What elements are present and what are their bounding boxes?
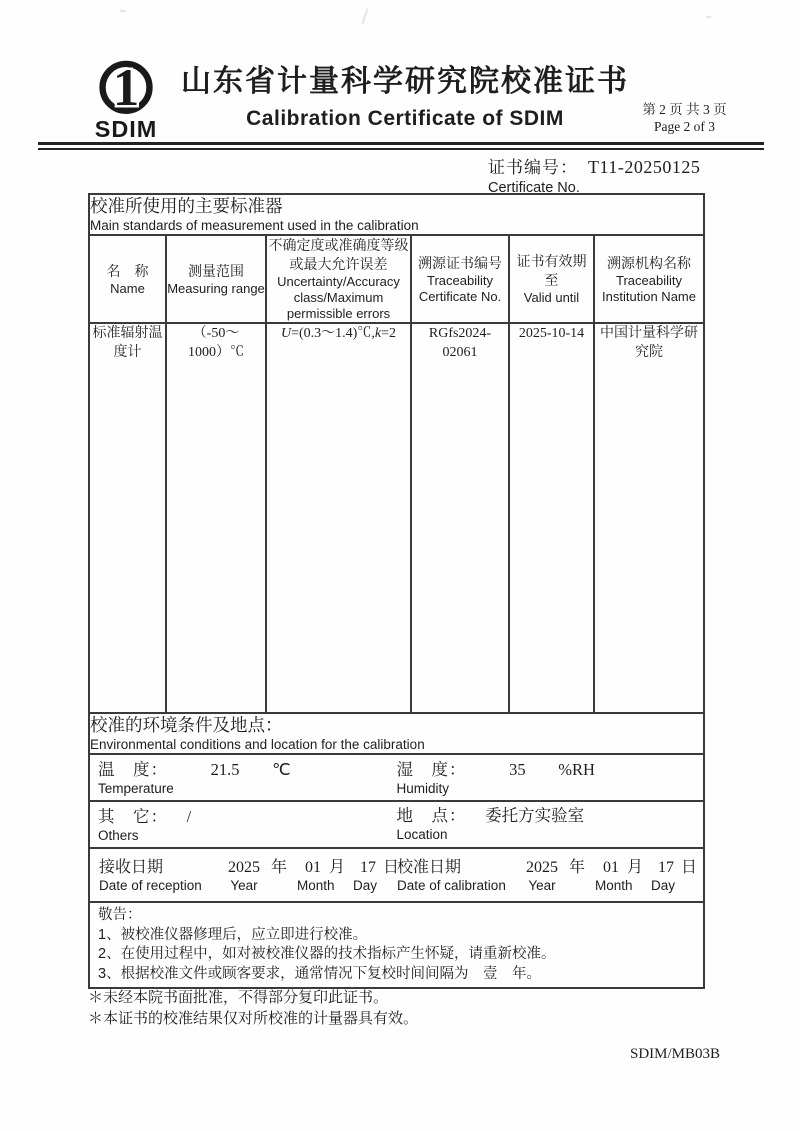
location-value: 委托方实验室 — [485, 807, 585, 825]
calibration-date-field — [397, 858, 698, 894]
calibration-year: 2025 — [526, 859, 559, 876]
traceability-cert-no-cell: RGfs2024-02061 — [411, 323, 509, 713]
calibration-label-zh: 校准日期 — [397, 859, 462, 876]
calibration-day: 17 — [658, 859, 675, 876]
calibration-label-en: Date of calibration — [397, 878, 506, 893]
standard-name-cell: 标准辐射温度计 — [89, 323, 166, 713]
page-indicator — [622, 101, 747, 135]
reception-day: 17 — [360, 859, 376, 876]
standards-title-en: Main standards of measurement used in the calibration — [90, 218, 419, 233]
notice-item-2: 2、在使用过程中，如对被校准仪器的技术指标产生怀疑，请重新校准。 — [98, 946, 556, 962]
others-label-en: Others — [98, 828, 139, 843]
logo-digit: 1 — [112, 58, 140, 117]
reception-year: 2025 — [228, 859, 260, 876]
scan-speck — [706, 16, 711, 18]
notice-row — [89, 902, 704, 988]
notice-item-1: 1、被校准仪器修理后，应立即进行校准。 — [98, 926, 368, 943]
sdim-logo — [82, 58, 172, 146]
month-char: 月 — [627, 859, 644, 876]
temperature-label-en: Temperature — [98, 781, 174, 796]
calibration-month: 01 — [603, 859, 620, 876]
others-value: / — [186, 807, 192, 826]
environment-title-en: Environmental conditions and location for the calibration — [90, 737, 425, 752]
day-char: 日 — [383, 859, 400, 876]
title-english: Calibration Certificate of SDIM — [246, 107, 564, 130]
logo-text: SDIM — [94, 116, 158, 143]
page-indicator-zh: 第 2 页 共 3 页 — [642, 102, 727, 117]
sdim-logo-icon — [82, 58, 172, 146]
col-header-name: 名 称 Name — [89, 235, 166, 323]
title-chinese: 山东省计量科学研究院校准证书 — [181, 65, 629, 98]
humidity-label-zh: 湿 度： — [396, 761, 467, 779]
month-char: 月 — [329, 859, 346, 876]
year-char: 年 — [569, 859, 586, 876]
standards-section-title — [89, 194, 704, 235]
table-row — [89, 323, 704, 713]
reception-label-en: Date of reception — [99, 878, 202, 893]
temperature-unit: ℃ — [272, 760, 291, 779]
uncertainty-cell: U=(0.3～1.4)℃,k=2 — [266, 323, 411, 713]
col-header-measuring-range: 测量范围 Measuring range — [166, 235, 266, 323]
dates-row — [89, 848, 704, 902]
month-label-en: Month — [595, 878, 633, 893]
environment-title-zh: 校准的环境条件及地点： — [90, 715, 283, 735]
day-char: 日 — [681, 859, 698, 876]
humidity-label-en: Humidity — [396, 781, 450, 796]
humidity-unit: %RH — [558, 760, 595, 779]
certificate-number-label-zh: 证书编号： — [488, 158, 578, 177]
humidity-field — [397, 759, 696, 797]
others-label-zh: 其 它： — [98, 808, 168, 826]
col-header-traceability-cert-no: 溯源证书编号 Traceability Certificate No. — [411, 235, 509, 323]
reception-month: 01 — [305, 859, 321, 876]
form-code: SDIM/MB03B — [629, 1046, 721, 1062]
standards-title-zh: 校准所使用的主要标准器 — [90, 196, 283, 216]
footer-note-2: ＊本证书的校准结果仅对所校准的计量器具有效。 — [88, 1011, 419, 1027]
col-header-valid-until: 证书有效期至 Valid until — [509, 235, 594, 323]
day-label-en: Day — [353, 878, 378, 893]
temperature-humidity-row — [89, 754, 704, 801]
institution-cell: 中国计量科学研究院 — [594, 323, 704, 713]
scan-speck — [120, 10, 126, 12]
year-label-en: Year — [230, 878, 258, 893]
location-label-en: Location — [396, 827, 448, 842]
temperature-field — [98, 759, 397, 797]
col-header-uncertainty: 不确定度或准确度等级或最大允许误差 Uncertainty/Accuracy class/Maximum permissible errors — [266, 235, 411, 323]
calibration-standards-table — [88, 193, 705, 989]
col-header-institution: 溯源机构名称 Traceability Institution Name — [594, 235, 704, 323]
month-label-en: Month — [297, 878, 335, 893]
valid-until-cell: 2025-10-14 — [509, 323, 594, 713]
certificate-number-label-en: Certificate No. — [488, 180, 580, 196]
others-location-row — [89, 801, 704, 848]
year-char: 年 — [271, 859, 288, 876]
page-indicator-en: Page 2 of 3 — [653, 119, 716, 134]
footer-notes — [88, 988, 418, 1030]
environment-section-title — [89, 713, 704, 754]
others-field — [98, 806, 397, 844]
header-divider — [38, 142, 764, 150]
location-label-zh: 地 点： — [396, 807, 467, 825]
reception-label-zh: 接收日期 — [99, 859, 164, 876]
location-field — [397, 806, 696, 844]
year-label-en: Year — [528, 878, 556, 893]
scan-speck — [362, 8, 369, 24]
notice-item-3: 3、根据校准文件或顾客要求，通常情况下复校时间间隔为 壹 年。 — [98, 965, 542, 982]
document-titles — [180, 64, 630, 131]
footer-note-1: ＊未经本院书面批准，不得部分复印此证书。 — [88, 990, 389, 1006]
temperature-label-zh: 温 度： — [98, 761, 168, 779]
certificate-number-block — [488, 153, 748, 196]
certificate-number-value: T11-20250125 — [588, 157, 701, 177]
humidity-value: 35 — [509, 760, 526, 779]
notice-title: 敬告： — [98, 907, 142, 923]
day-label-en: Day — [651, 878, 676, 893]
temperature-value: 21.5 — [210, 760, 240, 779]
reception-date-field — [99, 858, 400, 894]
measuring-range-cell: （-50～1000）℃ — [166, 323, 266, 713]
